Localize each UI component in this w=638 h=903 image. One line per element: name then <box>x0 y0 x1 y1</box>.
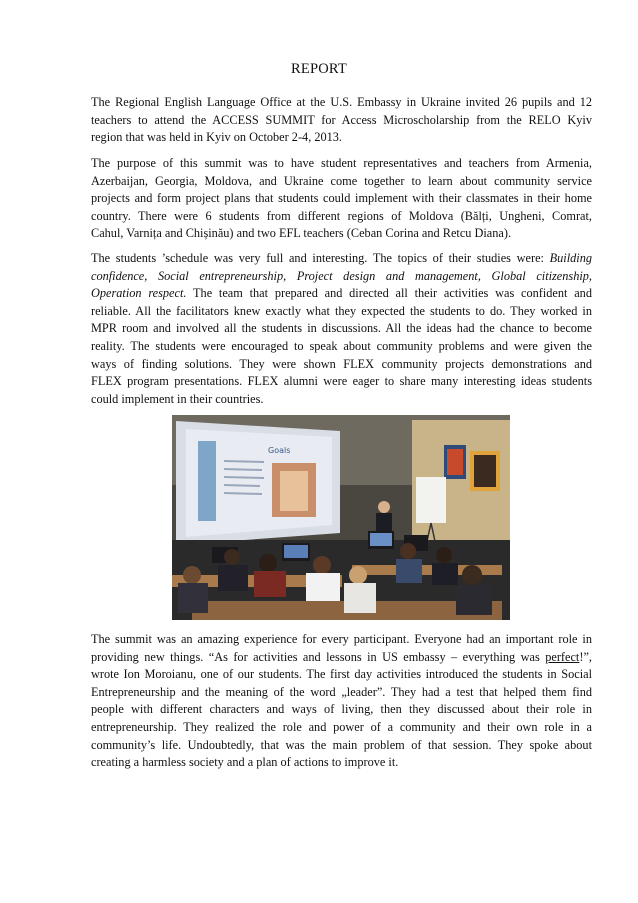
underlined-word: perfect <box>545 649 580 664</box>
italic-run: Operation respect. <box>91 286 187 301</box>
text-run: !”, <box>579 649 592 664</box>
page-title: REPORT <box>291 61 347 77</box>
text-run: The team that prepared and directed all their activities was confident and <box>193 286 592 301</box>
summit-photo <box>172 415 510 620</box>
text-line: region that was held in Kyiv on October 2-4, 2013. <box>91 130 343 145</box>
slide-heading: Goals <box>268 446 291 455</box>
text-line: creating a harmless society and a plan of actions to improve it. <box>91 755 399 770</box>
text-line: people with different characters and ways of living, then they discussed about their role in <box>91 702 592 717</box>
text-line: teachers to attend the ACCESS SUMMIT for Access Microscholarship from the RELO Kyiv <box>91 112 592 127</box>
text-line <box>91 285 592 303</box>
text-line: Entrepreneurship and the meaning of the word „leader”. They had a test that helped them find <box>91 684 592 699</box>
text-line: Azerbaijan, Georgia, Moldova, and Ukraine come together to learn about community service <box>91 173 592 188</box>
text-line: could implement in their countries. <box>91 391 264 406</box>
text-line: The Regional English Language Office at the U.S. Embassy in Ukraine invited 26 pupils and 12 <box>91 95 592 109</box>
text-line: The summit was an amazing experience for every participant. Everyone had an important role in <box>91 632 592 646</box>
text-line <box>91 649 592 667</box>
paragraph-purpose <box>91 155 592 243</box>
paragraph-experience <box>91 631 592 772</box>
text-line: ways of finding solutions. They were shown FLEX community projects demonstrations and <box>91 356 592 371</box>
text-run: The students ’schedule was very full and interesting. The topics of their studies were: <box>91 251 544 265</box>
text-line: country. There were 6 students from different regions of Moldova (Bălți, Ungheni, Comrat, <box>91 208 592 223</box>
text-line: wrote Ion Moroianu, one of our students. The first day activities introduced the students in Social <box>91 667 592 682</box>
text-line: entrepreneurship. They realized the role and power of a community and their own role in a <box>91 719 592 734</box>
text-line: Cahul, Varnița and Chișinău) and two EFL teachers (Ceban Corina and Retcu Diana). <box>91 226 512 241</box>
text-line: The purpose of this summit was to have student representatives and teachers from Armenia, <box>91 156 592 170</box>
text-line: community’s life. Undoubtedly, that was the main problem of that session. They spoke about <box>91 737 592 752</box>
paragraph-schedule <box>91 250 592 408</box>
paragraph-intro <box>91 94 592 147</box>
italic-run: Building <box>549 251 592 265</box>
text-line: reliable. All the facilitators knew exactly what they expected the students to do. They worked in <box>91 303 592 318</box>
text-line: FLEX program presentations. FLEX alumni were eager to share many interesting ideas students <box>91 374 592 389</box>
text-line: projects and form project plans that students could implement with their classmates in their home <box>91 191 592 206</box>
italic-run: confidence, Social entrepreneurship, Project design and management, Global citizenship, <box>91 268 592 283</box>
text-line <box>91 250 592 268</box>
text-line: reality. The students were encouraged to speak about community problems and were given the <box>91 338 592 353</box>
text-line <box>91 268 592 286</box>
text-line: MPR room and involved all the students in discussions. All the ideas had the chance to become <box>91 321 592 336</box>
text-run: providing new things. “As for activities and lessons in US embassy – everything was <box>91 649 540 664</box>
